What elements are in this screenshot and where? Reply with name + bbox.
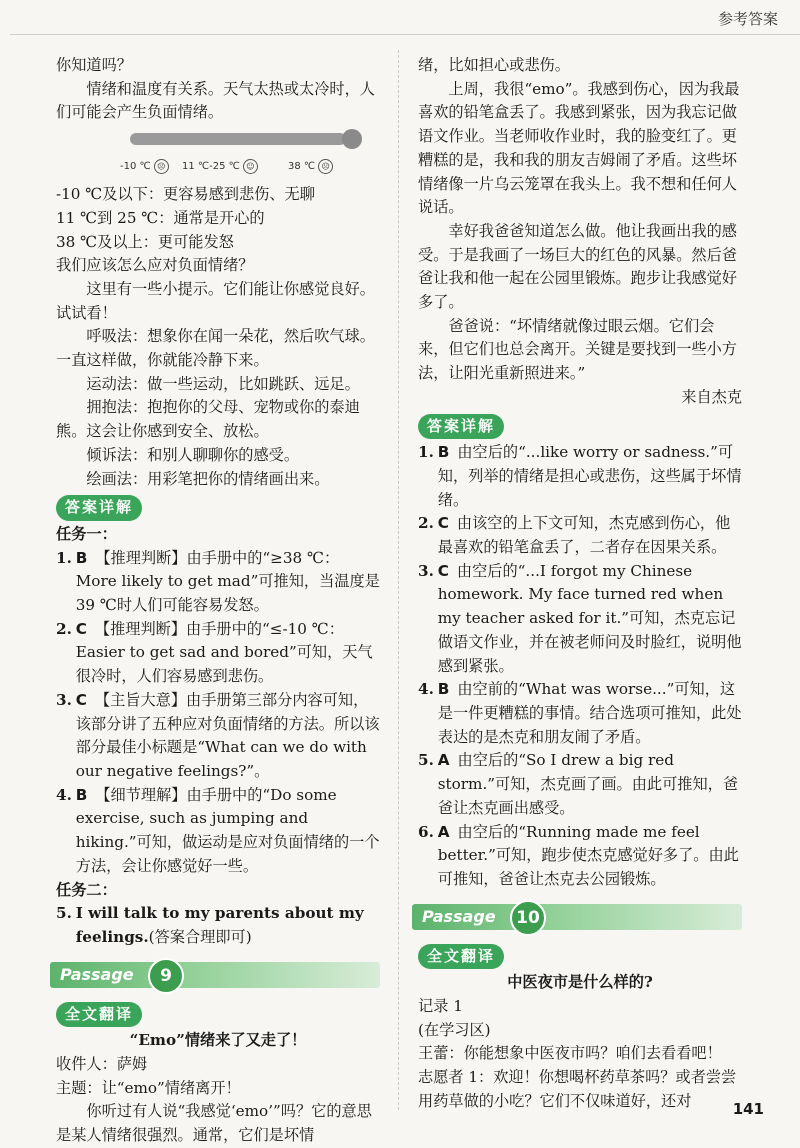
passage-number-badge: 10 [510,900,546,936]
tip-item: 倾诉法：和别人聊聊你的感受。 [86,445,300,464]
temp-label-mild: 11 ℃-25 ℃ ☺ [182,155,258,179]
tip-item: 运动法：做一些运动，比如跳跃、远足。 [86,374,360,393]
passage-banner [412,900,742,934]
temp-line: 11 ℃到 25 ℃：通常是开心的 [56,208,265,227]
answers-section-tag: 答案详解 [418,414,504,440]
temp-label-cold: -10 ℃ ☹ [120,155,169,179]
task-one-label: 任务一： [56,524,117,543]
article-continuation: 绪，比如担心或悲伤。 [418,56,570,74]
temp-line: 38 ℃及以上：更可能发怒 [56,232,234,251]
answer-item: 3. C 由空后的“...I forgot my Chinese homework. My face turned red when my teacher asked for it.”可知，杰克忘记做语文作业，并在被老师问及时脸红，说明他感到紧张。 [418,561,742,675]
recipient-line: 收件人：萨姆 [56,1055,148,1074]
coping-question: 我们应该怎么应对负面情绪？ [56,256,254,275]
tips-intro: 这里有一些小提示。它们能让你感觉良好。试试看！ [56,279,375,322]
subject-line: 主题：让“emo”情绪离开！ [56,1078,241,1097]
article-paragraph: 幸好我爸爸知道怎么做。他让我画出我的感受。于是我画了一场巨大的红色的风暴。然后爸爸让我和他一起在公园里锻炼。跑步让我感觉好多了。 [418,221,737,312]
translation-section-tag: 全文翻译 [56,1002,142,1028]
intro-text: 情绪和温度有关系。天气太热或太冷时，人们可能会产生负面情绪。 [56,79,375,122]
temp-line: -10 ℃及以下：更容易感到悲伤、无聊 [56,185,315,204]
intro-question: 你知道吗？ [56,56,132,74]
answer-item: 3. C 【主旨大意】由手册第三部分内容可知，该部分讲了五种应对负面情绪的方法。所以该部分最佳小标题是“What can we do with our negative feelings?”。 [56,690,380,780]
answer-item: 6. A 由空后的“Running made me feel better.”可知，跑步使杰克感觉好多了。由此可推知，爸爸让杰克去公园锻炼。 [418,822,739,888]
passage-label: Passage [60,964,134,984]
page-number: 141 [732,1100,764,1118]
tip-item: 呼吸法：想象你在闻一朵花，然后吹气球。一直这样做，你就能冷静下来。 [56,327,375,370]
sad-face-icon: ☹ [154,159,169,174]
left-column [56,54,380,1148]
answer-item: 5. A 由空后的“So I drew a big red storm.”可知，杰克画了画。由此可推知，爸爸让杰克画出感受。 [418,751,739,817]
dialog-line: 志愿者 1：欢迎！你想喝杯药草茶吗？或者尝尝用药草做的小吃？它们不仅味道好，还对 [418,1068,737,1110]
task-two-label: 任务二： [56,880,117,899]
passage-banner [50,958,380,992]
right-column [418,54,742,1114]
header-rule [10,34,800,35]
answer-item: 2. C 由该空的上下文可知，杰克感到伤心，他最喜欢的铅笔盒丢了，二者存在因果关系。 [418,514,731,557]
answer-item: 1. B 由空后的“...like worry or sadness.”可知，列举的情绪是担心或悲伤，这些属于坏情绪。 [418,443,742,509]
answer-item: 1. B 【推理判断】由手册中的“≥38 ℃：More likely to get mad”可推知，当温度是 39 ℃时人们可能容易发怒。 [56,548,380,615]
column-divider [398,50,399,1110]
answer-item: 4. B 由空前的“What was worse...”可知，这是一件更糟糕的事情。结合选项可推知，此处表达的是杰克和朋友闹了矛盾。 [418,680,742,746]
temp-label-hot: 38 ℃ ☹ [288,155,333,179]
passage-label: Passage [422,906,496,926]
tip-item: 拥抱法：抱抱你的父母、宠物或你的泰迪熊。这会让你感到安全、放松。 [56,398,360,441]
tip-item: 绘画法：用彩笔把你的情绪画出来。 [86,469,330,488]
page-header-title: 参考答案 [717,10,778,28]
passage-number-badge: 9 [148,958,184,994]
article-title: 中医夜市是什么样的? [507,973,653,992]
angry-face-icon: ☹ [318,159,333,174]
article-title: “Emo”情绪来了又走了！ [129,1031,307,1050]
thermometer-tube [130,133,346,145]
translation-section-tag: 全文翻译 [418,944,504,970]
answers-section-tag: 答案详解 [56,495,142,521]
article-paragraph: 上周，我很“emo”。我感到伤心，因为我最喜欢的铅笔盒丢了。我感到紧张，因为我忘记做语文作业。当老师收作业时，我的脸变红了。更糟糕的是，我和我的朋友吉姆闹了矛盾。这些坏情绪像一片乌云笼罩在我头上。我不想和任何人说话。 [418,79,740,217]
answer-item: 2. C 【推理判断】由手册中的“≤-10 ℃：Easier to get sad and bored”可知，天气很冷时，人们容易感到悲伤。 [56,619,373,686]
answer-item: 5. I will talk to my parents about my feelings.(答案合理即可) [56,904,364,946]
location-label: (在学习区) [418,1020,491,1039]
thermometer-bulb [342,129,362,149]
article-signoff: 来自杰克 [681,387,742,406]
article-paragraph: 爸爸说：“坏情绪就像过眼云烟。它们会来，但它们也总会离开。关键是要找到一些小方法，让阳光重新照进来。” [418,316,737,383]
thermometer-figure [56,129,380,181]
answer-item: 4. B 【细节理解】由手册中的“Do some exercise, such as jumping and hiking.”可知，做运动是应对负面情绪的一个方法，会让你感觉好一些。 [56,785,380,875]
article-paragraph: 你听过有人说“我感觉‘emo’”吗？它的意思是某人情绪很强烈。通常，它们是坏情 [56,1102,372,1145]
record-label: 记录 1 [418,997,463,1016]
happy-face-icon: ☺ [243,159,258,174]
dialog-line: 王蕾：你能想象中医夜市吗？咱们去看看吧！ [418,1044,722,1063]
